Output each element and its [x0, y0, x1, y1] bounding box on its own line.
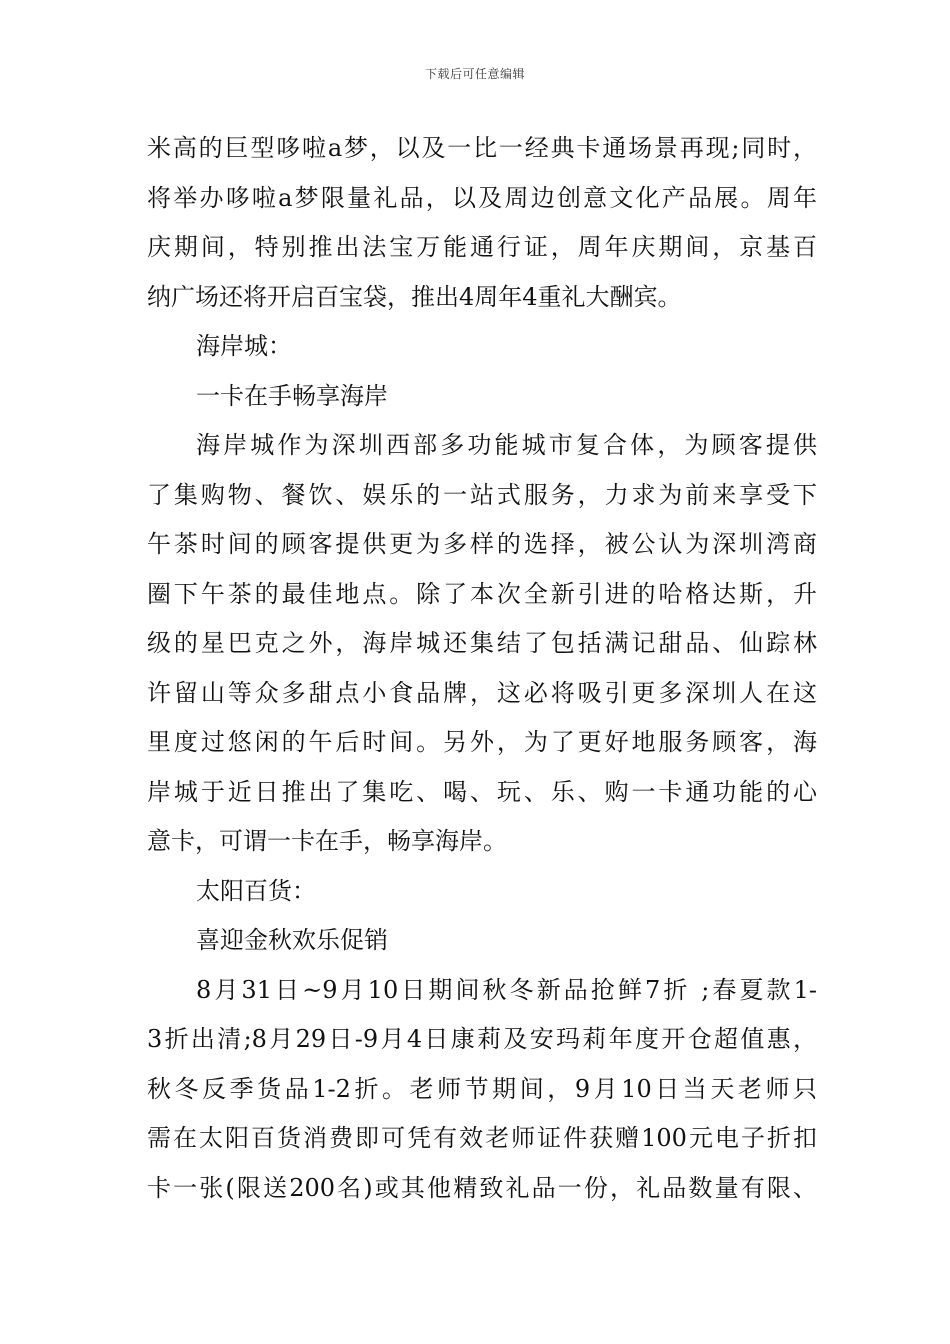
text-line: 3折出清;8月29日-9月4日康莉及安玛莉年度开仓超值惠， — [147, 1025, 817, 1053]
text-line: 庆期间，特别推出法宝万能通行证，周年庆期间，京基百 — [147, 233, 817, 261]
text-line: 海岸城作为深圳西部多功能城市复合体，为顾客提供 — [196, 431, 817, 459]
text-line: 岸城于近日推出了集吃、喝、玩、乐、购一卡通功能的心 — [147, 777, 817, 806]
article-body — [147, 124, 817, 1213]
section-heading: 海岸城： — [196, 332, 292, 360]
text-line: 需在太阳百货消费即可凭有效老师证件获赠100元电子折扣 — [147, 1124, 817, 1152]
text-line: 午茶时间的顾客提供更为多样的选择，被公认为深圳湾商 — [147, 530, 817, 558]
text-line: 卡一张(限送200名)或其他精致礼品一份，礼品数量有限、 — [147, 1173, 817, 1202]
text-line: 里度过悠闲的午后时间。另外，为了更好地服务顾客，海 — [147, 728, 817, 756]
text-line: 圈下午茶的最佳地点。除了本次全新引进的哈格达斯，升 — [147, 579, 817, 608]
section-subtitle: 喜迎金秋欢乐促销 — [196, 926, 388, 954]
text-line: 意卡，可谓一卡在手，畅享海岸。 — [147, 827, 507, 855]
text-line: 了集购物、餐饮、娱乐的一站式服务，力求为前来享受下 — [147, 480, 817, 509]
text-line: 8月31日~9月10日期间秋冬新品抢鲜7折 ;春夏款1- — [196, 975, 817, 1004]
page-header-note: 下载后可任意编辑 — [424, 67, 525, 81]
text-line: 许留山等众多甜点小食品牌，这必将吸引更多深圳人在这 — [147, 678, 817, 707]
text-line: 米高的巨型哆啦a梦，以及一比一经典卡通场景再现;同时， — [147, 134, 817, 162]
text-line: 级的星巴克之外，海岸城还集结了包括满记甜品、仙踪林 — [147, 629, 817, 657]
text-line: 纳广场还将开启百宝袋，推出4周年4重礼大酬宾。 — [147, 282, 682, 311]
text-line: 秋冬反季货品1-2折。老师节期间，9月10日当天老师只 — [147, 1074, 817, 1103]
section-heading: 太阳百货： — [196, 876, 316, 905]
section-subtitle: 一卡在手畅享海岸 — [196, 381, 388, 410]
text-line: 将举办哆啦a梦限量礼品，以及周边创意文化产品展。周年 — [147, 183, 817, 212]
